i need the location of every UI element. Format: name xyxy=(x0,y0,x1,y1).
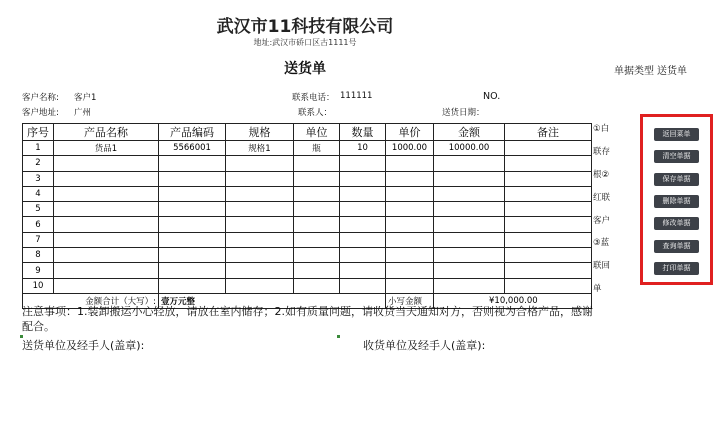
company-address: 地址:武汉市硚口区古1111号 xyxy=(253,38,357,47)
table-cell[interactable]: 4 xyxy=(23,186,54,201)
col-header: 产品名称 xyxy=(54,124,159,141)
col-header: 序号 xyxy=(23,124,54,141)
table-cell[interactable] xyxy=(386,217,434,232)
copy-legend-text: 联回 xyxy=(593,261,611,272)
col-header: 金额 xyxy=(434,124,505,141)
table-cell[interactable] xyxy=(340,171,386,186)
sender-signature-label: 送货单位及经手人(盖章): xyxy=(22,339,145,352)
table-cell[interactable]: 10 xyxy=(23,278,54,293)
table-cell[interactable] xyxy=(294,186,340,201)
table-cell[interactable] xyxy=(505,278,592,293)
customer-address-label: 客户地址: xyxy=(22,108,59,118)
table-row xyxy=(23,248,592,263)
table-cell[interactable] xyxy=(434,263,505,278)
table-cell[interactable] xyxy=(434,248,505,263)
clear-form-button[interactable]: 清空单据 xyxy=(654,150,699,163)
table-cell[interactable] xyxy=(505,263,592,278)
copy-legend-text: 客户 xyxy=(593,215,611,226)
total-lower-value: ¥10,000.00 xyxy=(434,293,592,308)
table-cell[interactable]: 10 xyxy=(340,141,386,156)
customer-name-value: 客户1 xyxy=(74,93,97,103)
table-row xyxy=(23,186,592,201)
table-cell[interactable] xyxy=(505,141,592,156)
table-cell[interactable] xyxy=(386,232,434,247)
table-cell[interactable] xyxy=(340,278,386,293)
table-cell[interactable] xyxy=(54,156,159,171)
table-cell[interactable] xyxy=(54,278,159,293)
table-cell[interactable] xyxy=(294,232,340,247)
table-cell[interactable] xyxy=(505,202,592,217)
table-cell[interactable] xyxy=(159,232,226,247)
table-cell[interactable] xyxy=(505,248,592,263)
table-row xyxy=(23,202,592,217)
table-cell[interactable] xyxy=(159,217,226,232)
table-cell[interactable] xyxy=(434,171,505,186)
table-cell[interactable] xyxy=(226,232,294,247)
table-cell[interactable] xyxy=(294,171,340,186)
table-cell[interactable] xyxy=(159,202,226,217)
table-cell[interactable] xyxy=(386,263,434,278)
table-cell[interactable]: 1000.00 xyxy=(386,141,434,156)
table-cell[interactable] xyxy=(386,186,434,201)
save-form-button[interactable]: 保存单据 xyxy=(654,173,699,186)
table-cell[interactable] xyxy=(434,186,505,201)
table-cell[interactable] xyxy=(54,248,159,263)
total-upper-value: 壹万元整 xyxy=(159,293,386,308)
table-cell[interactable] xyxy=(386,171,434,186)
table-cell[interactable] xyxy=(226,217,294,232)
edit-form-button[interactable]: 修改单据 xyxy=(654,217,699,230)
table-cell[interactable] xyxy=(159,278,226,293)
table-cell[interactable]: 10000.00 xyxy=(434,141,505,156)
col-header: 备注 xyxy=(505,124,592,141)
table-cell[interactable] xyxy=(54,202,159,217)
copy-legend-text: 红联 xyxy=(593,192,611,203)
table-cell[interactable]: 5 xyxy=(23,202,54,217)
table-cell[interactable] xyxy=(226,156,294,171)
table-cell[interactable] xyxy=(159,156,226,171)
table-cell[interactable] xyxy=(54,186,159,201)
table-cell[interactable] xyxy=(294,202,340,217)
table-row xyxy=(23,156,592,171)
print-form-button[interactable]: 打印单据 xyxy=(654,262,699,275)
copy-legend-text: ③蓝 xyxy=(593,238,610,249)
total-upper-label: 金额合计（大写）: xyxy=(23,293,159,308)
delete-form-button[interactable]: 删除单据 xyxy=(654,195,699,208)
table-cell[interactable] xyxy=(386,278,434,293)
table-row xyxy=(23,141,592,156)
copy-legend-text: 联存 xyxy=(593,146,611,157)
table-cell[interactable] xyxy=(294,248,340,263)
table-cell[interactable] xyxy=(226,171,294,186)
table-row xyxy=(23,232,592,247)
table-cell[interactable] xyxy=(159,186,226,201)
copy-legend-text: ①白 xyxy=(593,124,610,134)
table-cell[interactable] xyxy=(434,232,505,247)
table-cell[interactable]: 3 xyxy=(23,171,54,186)
table-cell[interactable] xyxy=(340,217,386,232)
col-header: 单位 xyxy=(294,124,340,141)
receiver-signature-label: 收货单位及经手人(盖章): xyxy=(363,339,486,352)
table-cell[interactable] xyxy=(54,263,159,278)
table-cell[interactable] xyxy=(340,186,386,201)
copy-legend-text: 根② xyxy=(593,169,610,180)
table-cell[interactable] xyxy=(294,156,340,171)
table-cell[interactable] xyxy=(505,217,592,232)
table-cell[interactable] xyxy=(434,156,505,171)
table-cell[interactable] xyxy=(505,186,592,201)
table-cell[interactable] xyxy=(340,202,386,217)
customer-name-label: 客户名称: xyxy=(22,93,59,103)
table-cell[interactable]: 7 xyxy=(23,232,54,247)
table-cell[interactable] xyxy=(340,248,386,263)
doc-type xyxy=(614,62,690,77)
table-cell[interactable] xyxy=(340,232,386,247)
decorative-mark xyxy=(337,335,340,338)
table-row xyxy=(23,217,592,232)
table-cell[interactable] xyxy=(226,186,294,201)
table-cell[interactable] xyxy=(159,263,226,278)
table-cell[interactable] xyxy=(294,263,340,278)
table-row xyxy=(23,263,592,278)
goods-table xyxy=(22,123,592,309)
table-cell[interactable] xyxy=(294,217,340,232)
notes-text: 注意事项：1.装卸搬运小心轻放，请放在室内储存；2.如有质量问题，请收货当天通知对方，否则视为合格产品，感谢配合。 xyxy=(22,305,593,333)
col-header: 产品编码 xyxy=(159,124,226,141)
table-cell[interactable]: 5566001 xyxy=(159,141,226,156)
table-cell[interactable]: 9 xyxy=(23,263,54,278)
table-cell[interactable] xyxy=(54,232,159,247)
table-cell[interactable] xyxy=(505,232,592,247)
table-cell[interactable] xyxy=(159,248,226,263)
phone-value: 111111 xyxy=(340,91,373,101)
phone-label: 联系电话： xyxy=(292,93,335,103)
total-lower-label: 小写金额 xyxy=(386,293,434,308)
table-cell[interactable] xyxy=(434,202,505,217)
col-header: 数量 xyxy=(340,124,386,141)
no-label: NO. xyxy=(483,91,501,102)
query-form-button[interactable]: 查询单据 xyxy=(654,240,699,253)
table-cell[interactable] xyxy=(226,278,294,293)
table-cell[interactable] xyxy=(340,263,386,278)
table-cell[interactable]: 8 xyxy=(23,248,54,263)
col-header: 单价 xyxy=(386,124,434,141)
table-row xyxy=(23,278,592,293)
table-row xyxy=(23,171,592,186)
table-cell[interactable] xyxy=(159,171,226,186)
table-cell[interactable] xyxy=(226,248,294,263)
table-cell[interactable]: 货品1 xyxy=(54,141,159,156)
contact-label: 联系人： xyxy=(298,108,333,118)
table-cell[interactable] xyxy=(54,217,159,232)
table-cell[interactable] xyxy=(386,156,434,171)
table-cell[interactable]: 2 xyxy=(23,156,54,171)
col-header: 规格 xyxy=(226,124,294,141)
table-cell[interactable]: 6 xyxy=(23,217,54,232)
page-title: 送货单 xyxy=(284,61,326,77)
table-cell[interactable] xyxy=(54,171,159,186)
back-to-menu-button[interactable]: 返回菜单 xyxy=(654,128,699,141)
table-cell[interactable] xyxy=(434,217,505,232)
company-name: 武汉市11科技有限公司 xyxy=(216,17,394,37)
table-cell[interactable] xyxy=(505,156,592,171)
delivery-date-label: 送货日期： xyxy=(442,108,485,118)
table-cell[interactable] xyxy=(340,156,386,171)
doc-type-label: 单据类型 xyxy=(614,66,654,77)
table-header-row xyxy=(23,124,592,141)
table-cell[interactable] xyxy=(226,263,294,278)
table-cell[interactable] xyxy=(386,202,434,217)
table-cell[interactable] xyxy=(294,278,340,293)
table-cell[interactable] xyxy=(226,202,294,217)
action-panel xyxy=(640,114,713,285)
table-cell[interactable]: 1 xyxy=(23,141,54,156)
table-cell[interactable] xyxy=(505,171,592,186)
copy-legend-text: 单 xyxy=(593,284,602,295)
doc-type-value: 送货单 xyxy=(657,66,687,77)
table-cell[interactable] xyxy=(386,248,434,263)
table-cell[interactable]: 瓶 xyxy=(294,141,340,156)
customer-address-value: 广州 xyxy=(74,108,92,118)
copy-legend xyxy=(593,121,615,304)
table-cell[interactable]: 规格1 xyxy=(226,141,294,156)
table-cell[interactable] xyxy=(434,278,505,293)
